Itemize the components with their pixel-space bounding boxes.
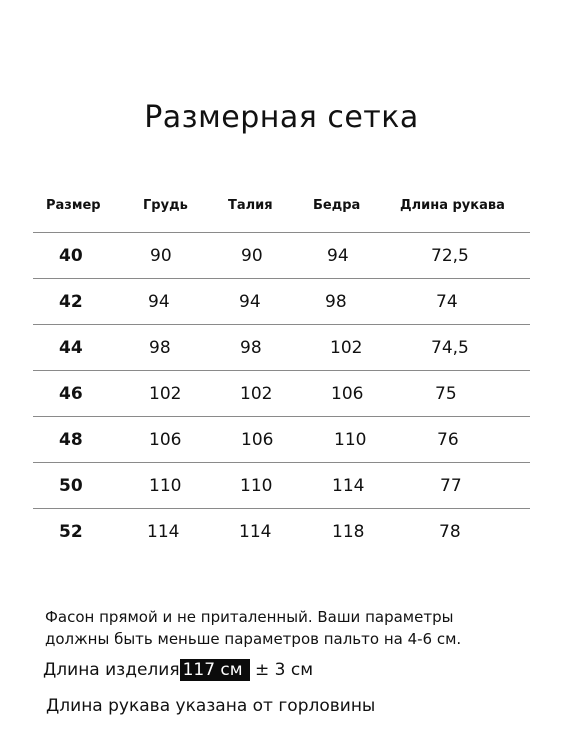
sleeve-cell: 78 (439, 522, 461, 542)
fit-note-line-2: должны быть меньше параметров пальто на 4-6 см. (45, 630, 462, 648)
waist-cell: 110 (240, 476, 273, 496)
sleeve-cell: 72,5 (431, 246, 469, 266)
waist-cell: 98 (240, 338, 262, 358)
fit-note (45, 606, 461, 650)
table-header-chest: Грудь (143, 198, 188, 213)
hips-cell: 98 (325, 292, 347, 312)
table-header-sleeve: Длина рукава (400, 198, 505, 213)
size-cell: 46 (59, 384, 83, 404)
hips-cell: 94 (327, 246, 349, 266)
chest-cell: 90 (150, 246, 172, 266)
garment-length-line (43, 659, 313, 681)
table-row (33, 232, 530, 279)
table-row (33, 370, 530, 417)
size-cell: 52 (59, 522, 83, 542)
sleeve-cell: 76 (437, 430, 459, 450)
table-row (33, 462, 530, 509)
waist-cell: 114 (239, 522, 272, 542)
waist-cell: 102 (240, 384, 273, 404)
sleeve-measurement-note: Длина рукава указана от горловины (46, 696, 376, 716)
sleeve-cell: 74,5 (431, 338, 469, 358)
waist-cell: 106 (241, 430, 274, 450)
waist-cell: 90 (241, 246, 263, 266)
table-row (33, 324, 530, 371)
fit-note-line-1: Фасон прямой и не приталенный. Ваши параметры (45, 608, 454, 626)
chest-cell: 102 (149, 384, 182, 404)
table-row (33, 508, 530, 555)
hips-cell: 110 (334, 430, 367, 450)
sleeve-cell: 74 (436, 292, 458, 312)
hips-cell: 102 (330, 338, 363, 358)
garment-length-label: Длина изделия (43, 660, 180, 680)
table-row (33, 278, 530, 325)
table-header-size: Размер (46, 198, 101, 213)
size-cell: 44 (59, 338, 83, 358)
size-chart-title: Размерная сетка (144, 100, 419, 135)
size-cell: 42 (59, 292, 83, 312)
chest-cell: 94 (148, 292, 170, 312)
chest-cell: 110 (149, 476, 182, 496)
chest-cell: 106 (149, 430, 182, 450)
size-cell: 40 (59, 246, 83, 266)
chest-cell: 114 (147, 522, 180, 542)
size-cell: 50 (59, 476, 83, 496)
sleeve-cell: 77 (440, 476, 462, 496)
chest-cell: 98 (149, 338, 171, 358)
table-header-waist: Талия (228, 198, 273, 213)
table-row (33, 416, 530, 463)
garment-length-tolerance: ± 3 см (255, 660, 314, 680)
sleeve-cell: 75 (435, 384, 457, 404)
hips-cell: 118 (332, 522, 365, 542)
garment-length-value: 117 см (180, 659, 250, 681)
hips-cell: 106 (331, 384, 364, 404)
waist-cell: 94 (239, 292, 261, 312)
table-header-hips: Бедра (313, 198, 361, 213)
hips-cell: 114 (332, 476, 365, 496)
size-cell: 48 (59, 430, 83, 450)
